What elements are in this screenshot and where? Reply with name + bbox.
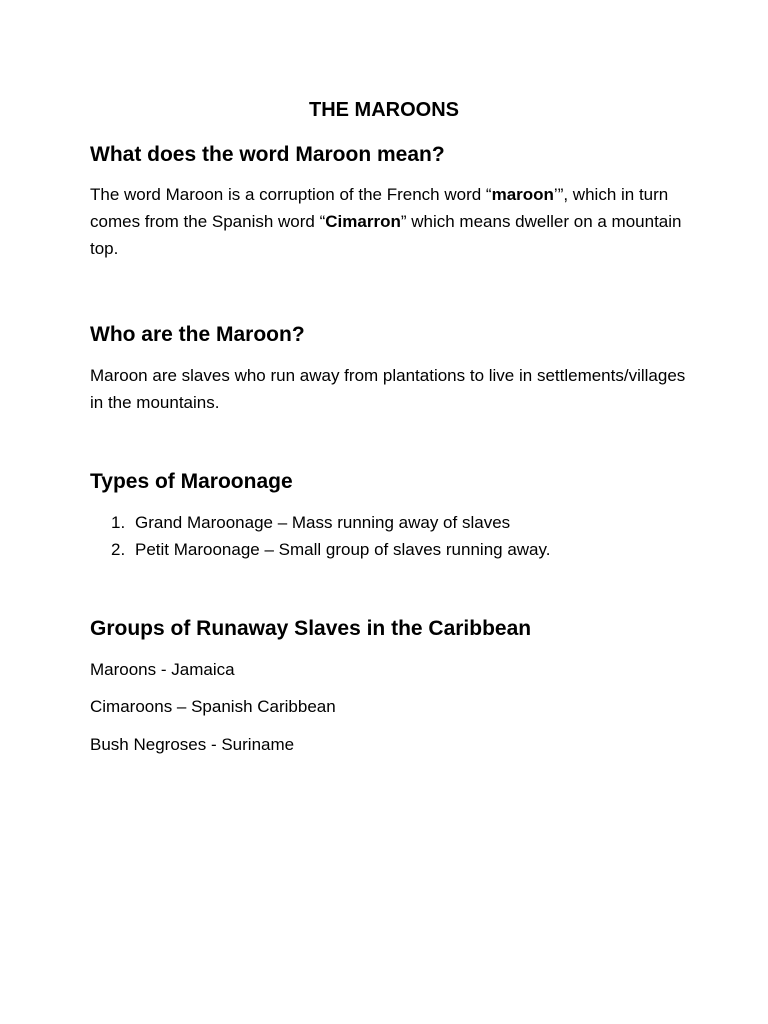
document-title: THE MAROONS [309, 99, 459, 121]
list-item-number: 2. [111, 540, 126, 559]
paragraph-text: ” which means dweller on a mountain top. [90, 212, 682, 258]
list-item [90, 509, 550, 536]
paragraph-text: The word Maroon is a corruption of the French word “ [90, 185, 492, 204]
section-heading-who-are-maroon: Who are the Maroon? [90, 323, 305, 346]
maroonage-types-list [90, 509, 550, 563]
section-heading-runaway-groups: Groups of Runaway Slaves in the Caribbean [90, 617, 532, 640]
paragraph-text: ’”, which in turn comes from the Spanish word “ [90, 185, 669, 231]
section-paragraph-who-are-maroon: Maroon are slaves who run away from plantations to live in settlements/villages in the mountains. [90, 366, 686, 412]
section-heading-types-of-maroonage: Types of Maroonage [90, 470, 293, 493]
list-item-text: Grand Maroonage – Mass running away of slaves [135, 513, 511, 532]
list-item [90, 536, 550, 563]
section-heading-word-meaning: What does the word Maroon mean? [90, 143, 445, 166]
bold-term-cimarron: Cimarron [325, 212, 401, 231]
group-line-bush-negroses: Bush Negroses - Suriname [90, 735, 295, 754]
group-line-cimaroons: Cimaroons – Spanish Caribbean [90, 697, 336, 716]
group-line-maroons: Maroons - Jamaica [90, 660, 235, 679]
bold-term-maroon: maroon [491, 185, 554, 204]
section-paragraph-word-meaning [90, 181, 690, 262]
list-item-text: Petit Maroonage – Small group of slaves running away. [135, 540, 551, 559]
list-item-number: 1. [111, 513, 126, 532]
